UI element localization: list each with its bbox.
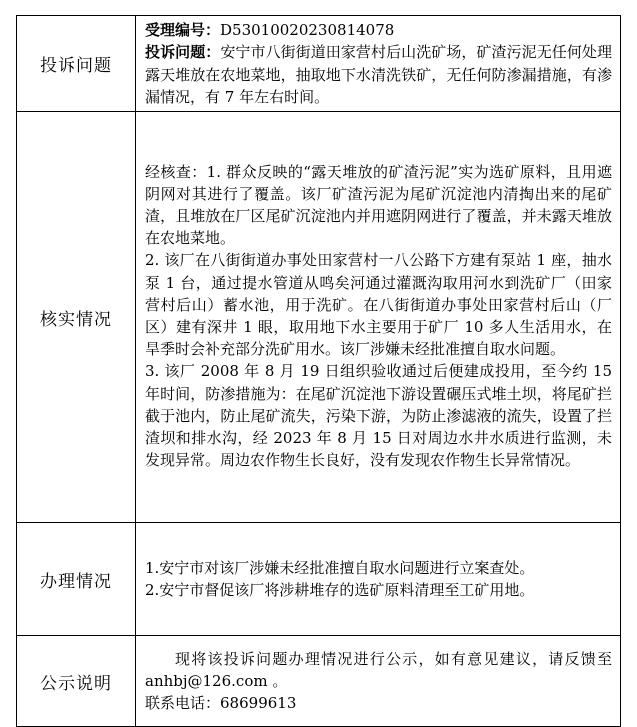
content-notice: [136, 636, 621, 727]
notice-text: 现将该投诉问题办理情况进行公示，如有意见建议，请反馈至 anhbj@126.com 。: [145, 649, 612, 690]
content-verification: [136, 112, 621, 523]
row-handling: [17, 523, 621, 636]
accept-number-label: 受理编号：: [145, 21, 221, 40]
accept-number-line: [145, 19, 612, 41]
verification-paragraph-1: 经核查：1. 群众反映的“露天堆放的矿渣污泥”实为选矿原料，且用遮阴网对其进行了覆盖。该厂矿渣污泥为尾矿沉淀池内清掏出来的尾矿渣，且堆放在厂区尾矿沉淀池内并用遮阴网进行了覆盖，并未露天堆放在农地菜地。: [145, 162, 612, 248]
label-notice: 公示说明: [17, 636, 136, 727]
complaint-notice-document: [16, 15, 621, 727]
complaint-table: [16, 15, 621, 727]
phone-label: 联系电话：: [145, 694, 221, 713]
issue-line: [145, 41, 612, 108]
phone-number: 68699613: [220, 694, 297, 713]
notice-phone-line: [145, 692, 612, 714]
verification-paragraph-2: 2. 该厂在八街街道办事处田家营村一八公路下方建有泵站 1 座，抽水泵 1 台，通过提水管道从鸣矣河通过灌溉沟取用河水到洗矿厂（田家营村后山）蓄水池，用于洗矿。在八街街道办事处田家营村后山（厂区）建有深井 1 眼，取用地下水主要用于矿厂 10 多人生活用水，在旱季时会补充部分洗矿用水。该厂涉嫌未经批准擅自取水问题。: [145, 251, 612, 359]
row-complaint: [17, 16, 621, 112]
verification-paragraph-3: 3. 该厂 2008 年 8 月 19 日组织验收通过后便建成投用，至今约 15 年时间，防渗措施为：在尾矿沉淀池下游设置碾压式堆土坝，将尾矿拦截于池内，防止尾矿流失，污染下游，为防止渗滤液的流失，设置了拦渣坝和排水沟，经 2023 年 8 月 15 日对周边水井水质进行监测，未发现异常。周边农作物生长良好，没有发现农作物生长异常情况。: [145, 362, 612, 470]
content-handling: [136, 523, 621, 636]
handling-item-1: 1.安宁市对该厂涉嫌未经批准擅自取水问题进行立案查处。: [145, 558, 535, 577]
handling-item-2: 2.安宁市督促该厂将涉耕堆存的选矿原料清理至工矿用地。: [145, 581, 535, 599]
row-notice: [17, 636, 621, 727]
label-verification: 核实情况: [17, 112, 136, 523]
label-complaint: 投诉问题: [17, 16, 136, 112]
accept-number-value: D53010020230814078: [220, 21, 395, 40]
label-handling: 办理情况: [17, 523, 136, 636]
issue-label: 投诉问题：: [145, 43, 221, 62]
content-complaint: [136, 16, 621, 112]
issue-text: 安宁市八街街道田家营村后山洗矿场，矿渣污泥无任何处理露天堆放在农地菜地，抽取地下水清洗铁矿，无任何防渗漏措施，有渗漏情况，有 7 年左右时间。: [145, 43, 612, 106]
row-verification: [17, 112, 621, 523]
